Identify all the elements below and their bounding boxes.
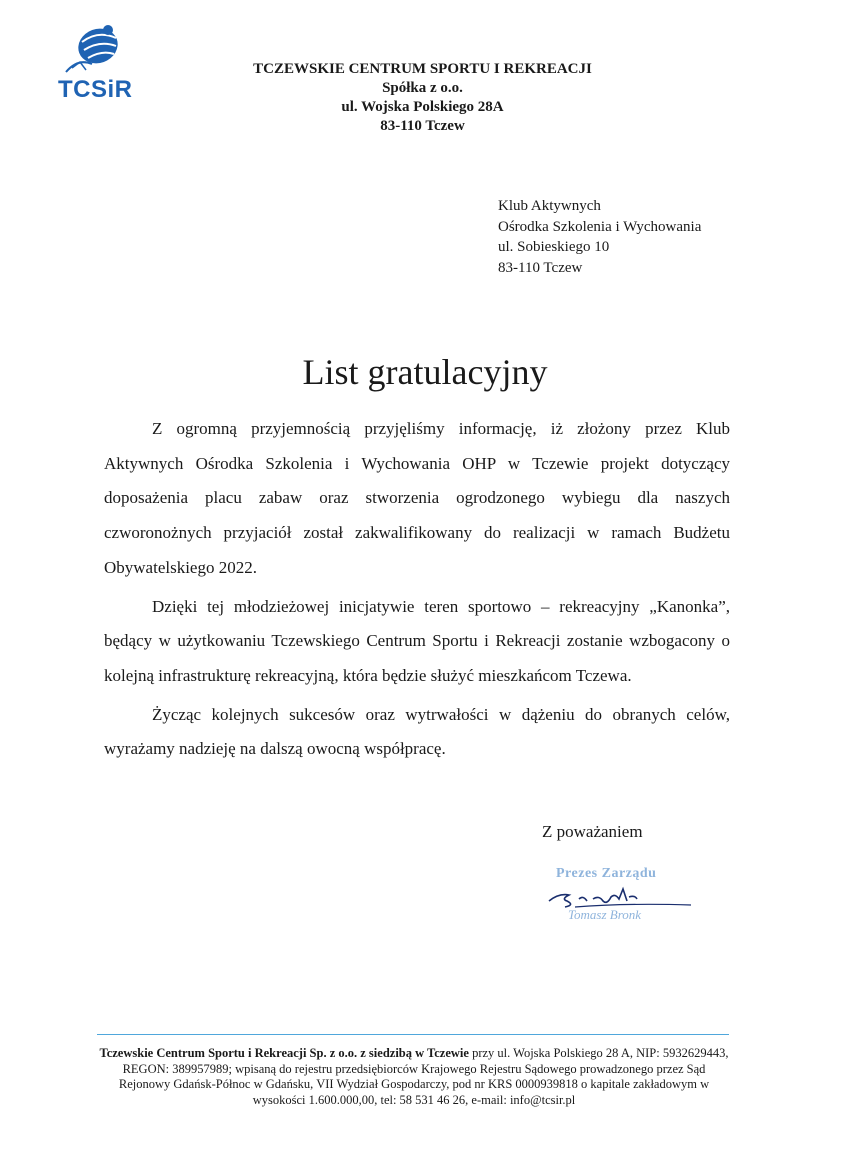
body-paragraph-3: Życząc kolejnych sukcesów oraz wytrwałości w dążeniu do obranych celów, wyrażamy nadzieję na dalszą owocną współpracę.	[104, 704, 730, 759]
footer-legal-info	[99, 1046, 729, 1108]
company-logo	[56, 24, 136, 106]
signature-stamp-title: Prezes Zarządu	[556, 866, 657, 881]
recipient-line-4: 83-110 Tczew	[498, 259, 583, 276]
company-form: Spółka z o.o.	[382, 80, 463, 96]
recipient-line-1: Klub Aktywnych	[498, 198, 601, 214]
logo-text: TCSiR	[58, 76, 133, 103]
body-paragraph-2: Dzięki tej młodzieżowej inicjatywie teren sportowo – rekreacyjny „Kanonka”, będący w użytkowaniu Tczewskiego Centrum Sportu i Rekreacji zostanie wzbogacony o kolejną infrastrukturę rekreacyjną, która będzie służyć mieszkańcom Tczewa.	[104, 596, 730, 685]
footer-registration-details: przy ul. Wojska Polskiego 28 A, NIP: 5932629443, REGON: 389957989; wpisaną do rejestru przedsiębiorców Krajowego Rejestru Sądowego prowadzonego przez Sąd Rejonowy Gdańsk-Północ w Gdańsku, VII Wydział Gospodarczy, pod nr KRS 0000939818 o kapitale zakładowym w wysokości 1.600.000,00, tel: 58 531 46 26, e-mail: info@tcsir.pl	[118, 1046, 729, 1107]
footer-divider	[97, 1034, 729, 1035]
closing-salutation: Z poważaniem	[542, 822, 643, 841]
tcsir-logo-icon	[62, 24, 130, 76]
recipient-line-3: ul. Sobieskiego 10	[498, 239, 610, 255]
signature-stamp-name: Tomasz Bronk	[568, 907, 642, 922]
company-street: ul. Wojska Polskiego 28A	[341, 99, 504, 115]
recipient-address	[498, 196, 701, 278]
recipient-line-2: Ośrodka Szkolenia i Wychowania	[498, 218, 702, 235]
body-paragraph-1: Z ogromną przyjemnością przyjęliśmy informację, iż złożony przez Klub Aktywnych Ośrodka Szkolenia i Wychowania OHP w Tczewie projekt dotyczący doposażenia placu zabaw oraz stworzenia ogrodzonego wybiegu dla naszych czworonożnych przyjaciół został zakwalifikowany do realizacji w ramach Budżetu Obywatelskiego 2022.	[104, 419, 730, 577]
letter-title: List gratulacyjny	[302, 352, 548, 392]
letterhead	[200, 60, 645, 136]
letter-body	[104, 412, 730, 771]
footer-company-name: Tczewskie Centrum Sportu i Rekreacji Sp. z o.o. z siedzibą w Tczewie	[99, 1046, 469, 1060]
company-name: TCZEWSKIE CENTRUM SPORTU I REKREACJI	[253, 61, 592, 77]
company-city: 83-110 Tczew	[380, 118, 465, 134]
